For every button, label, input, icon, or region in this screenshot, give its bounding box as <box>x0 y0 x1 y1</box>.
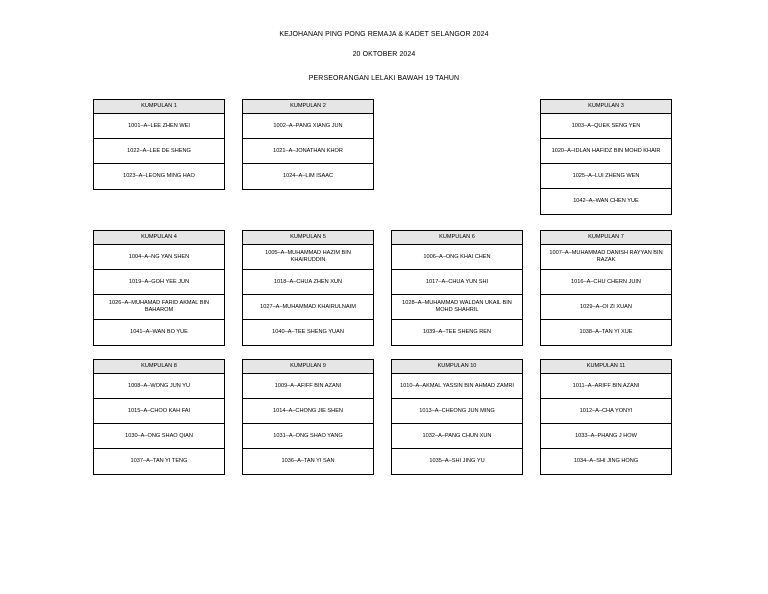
player-cell: 1021–A–JONATHAN KHOR <box>243 139 373 164</box>
player-cell: 1020–A–IDLAN HAFIDZ BIN MOHD KHAIR <box>541 139 671 164</box>
player-cell: 1032–A–PANG CHUN XUN <box>392 424 522 449</box>
player-cell: 1039–A–TEE SHENG REN <box>422 329 492 335</box>
player-cell: 1013–A–CHEONG JUN MING <box>392 399 522 424</box>
player-cell: 1004–A–NG YAN SHEN <box>94 245 224 270</box>
player-cell: 1008–A–WONG JUN YU <box>94 374 224 399</box>
player-cell: 1042–A–WAN CHEN YUE <box>573 198 639 204</box>
group-title: KUMPULAN 8 <box>94 360 224 374</box>
group-4 <box>93 230 225 346</box>
player-cell: 1028–A–MUHAMMAD WALDAN UKAIL BIN MOHD SHAHRIL <box>392 295 522 320</box>
player-cell: 1027–A–MUHAMMAD KHAIRULNAIM <box>243 295 373 320</box>
player-cell: 1030–A–ONG SHAO QIAN <box>94 424 224 449</box>
player-cell: 1024–A–LIM ISAAC <box>282 173 334 179</box>
player-cell: 1007–A–MUHAMMAD DANISH RAYYAN BIN RAZAK <box>541 245 671 270</box>
category-title: PERSEORANGAN LELAKI BAWAH 19 TAHUN <box>308 75 460 82</box>
group-1 <box>93 99 225 190</box>
player-cell: 1035–A–SHI JING YU <box>429 458 485 464</box>
player-cell: 1038–A–TAN YI XUE <box>579 329 633 335</box>
group-title: KUMPULAN 1 <box>94 100 224 114</box>
player-cell: 1003–A–QUEK SENG YEN <box>541 114 671 139</box>
group-9 <box>242 359 374 475</box>
group-8 <box>93 359 225 475</box>
player-cell: 1019–A–GOH YEE JUN <box>94 270 224 295</box>
group-5 <box>242 230 374 346</box>
player-cell: 1010–A–AKMAL YASSIN BIN AHMAD ZAMRI <box>392 374 522 399</box>
group-title: KUMPULAN 11 <box>541 360 671 374</box>
group-title: KUMPULAN 5 <box>243 231 373 245</box>
player-cell: 1012–A–CHA YONYI <box>541 399 671 424</box>
player-cell: 1029–A–OI ZI XUAN <box>541 295 671 320</box>
player-cell: 1017–A–CHUA YUN SHI <box>392 270 522 295</box>
group-title: KUMPULAN 6 <box>392 231 522 245</box>
player-cell: 1022–A–LEE DE SHENG <box>94 139 224 164</box>
group-6 <box>391 230 523 346</box>
player-cell: 1025–A–LUI ZHENG WEN <box>541 164 671 189</box>
group-title: KUMPULAN 7 <box>541 231 671 245</box>
player-cell: 1014–A–CHONG JIE SHEN <box>243 399 373 424</box>
player-cell: 1034–A–SHI JING HONG <box>573 458 639 464</box>
player-cell: 1002–A–PANG XIANG JUN <box>243 114 373 139</box>
group-title: KUMPULAN 3 <box>541 100 671 114</box>
page-title: KEJOHANAN PING PONG REMAJA & KADET SELANGOR 2024 <box>279 31 489 38</box>
player-cell: 1001–A–LEE ZHEN WEI <box>94 114 224 139</box>
player-cell: 1040–A–TEE SHENG YUAN <box>272 329 344 335</box>
group-title: KUMPULAN 2 <box>243 100 373 114</box>
player-cell: 1006–A–ONG KHAI CHEN <box>392 245 522 270</box>
player-cell: 1011–A–ARIFF BIN AZANI <box>541 374 671 399</box>
player-cell: 1009–A–AFIFF BIN AZANI <box>243 374 373 399</box>
player-cell: 1023–A–LEONG MING HAO <box>123 173 195 179</box>
player-cell: 1018–A–CHUA ZHEN XUN <box>243 270 373 295</box>
player-cell: 1036–A–TAN YI SAN <box>281 458 335 464</box>
player-cell: 1016–A–CHU CHERN JUIN <box>541 270 671 295</box>
player-cell: 1031–A–ONG SHAO YANG <box>243 424 373 449</box>
player-cell: 1033–A–PHANG J HOW <box>541 424 671 449</box>
player-cell: 1041–A–WAN BO YUE <box>130 329 188 335</box>
player-cell: 1015–A–CHOO KAH FAI <box>94 399 224 424</box>
group-title: KUMPULAN 9 <box>243 360 373 374</box>
group-2 <box>242 99 374 190</box>
group-7 <box>540 230 672 346</box>
group-10 <box>391 359 523 475</box>
group-3 <box>540 99 672 215</box>
group-title: KUMPULAN 4 <box>94 231 224 245</box>
group-11 <box>540 359 672 475</box>
player-cell: 1026–A–MUHAMAD FARID AKMAL BIN BAHAROM <box>94 295 224 320</box>
player-cell: 1005–A–MUHAMMAD HAZIM BIN KHAIRUDDIN <box>243 245 373 270</box>
event-date: 20 OKTOBER 2024 <box>352 51 416 58</box>
player-cell: 1037–A–TAN YI TENG <box>130 458 188 464</box>
group-title: KUMPULAN 10 <box>392 360 522 374</box>
